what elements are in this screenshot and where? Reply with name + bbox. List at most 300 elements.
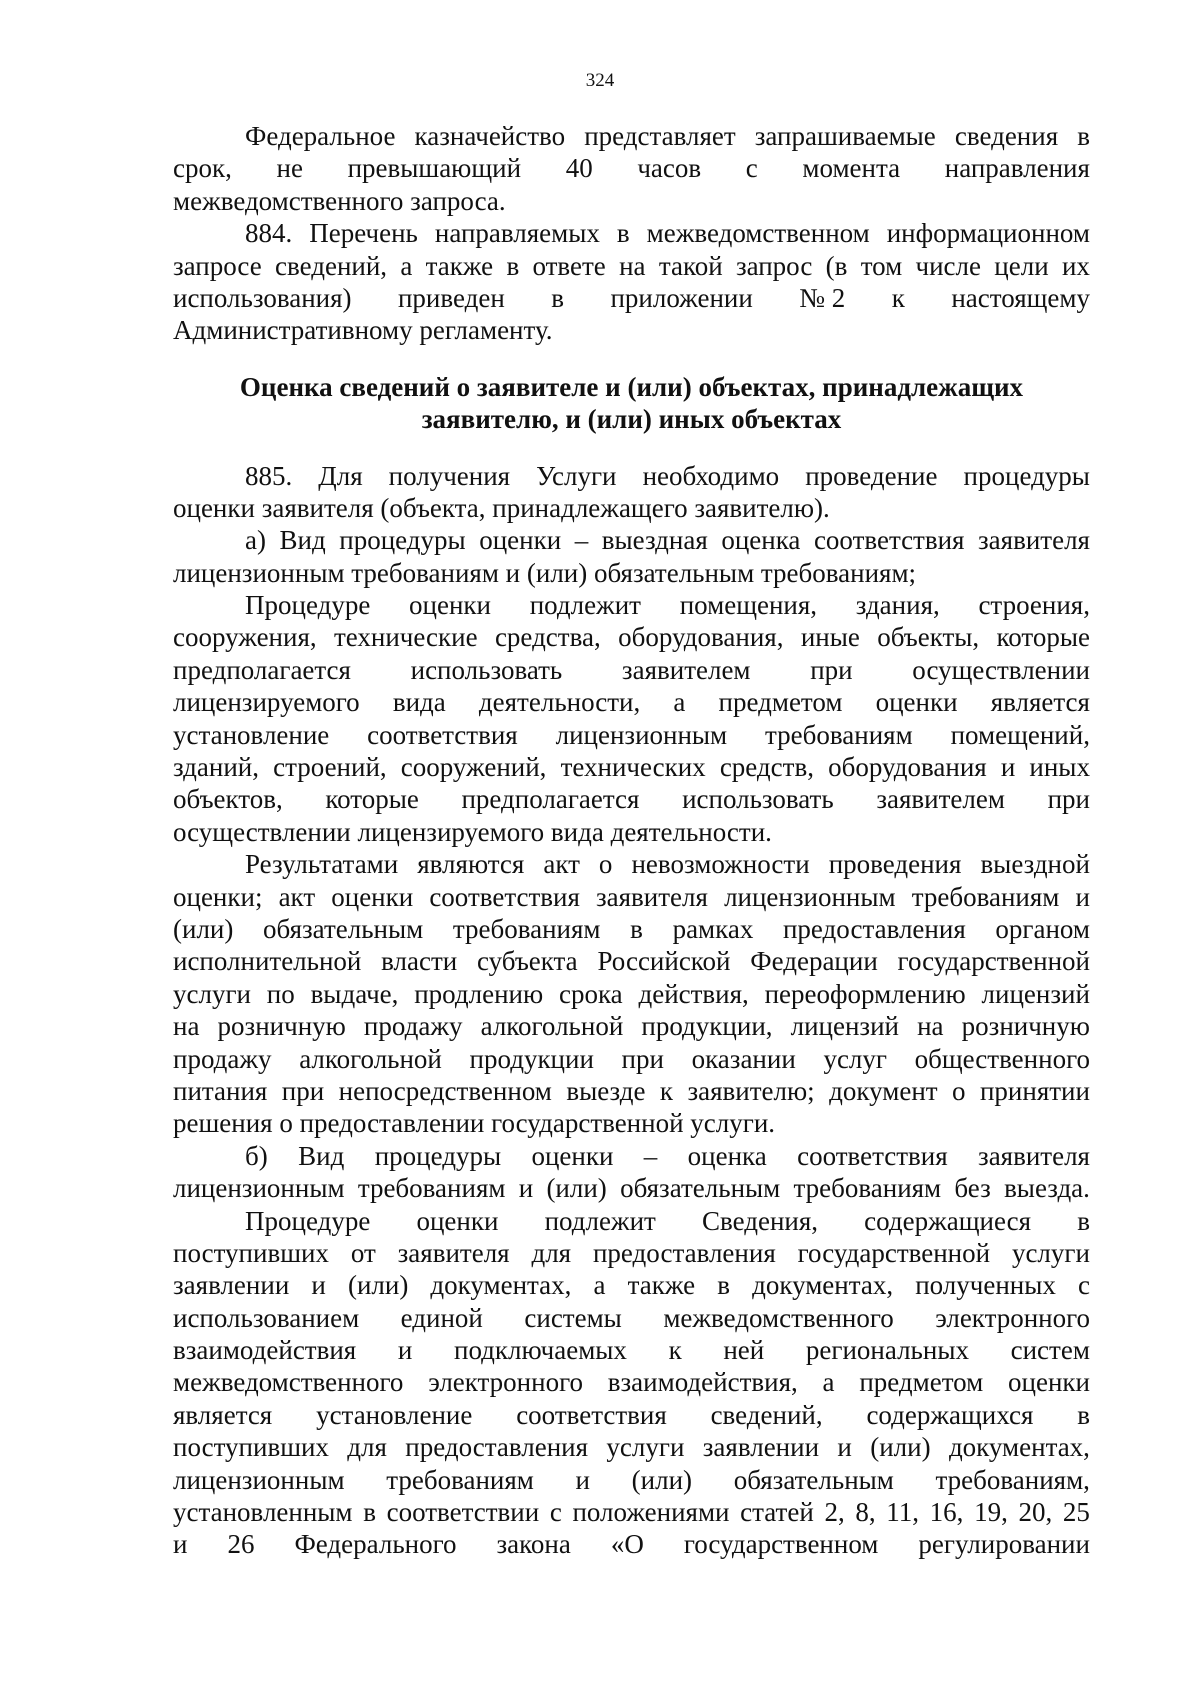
word: которые xyxy=(325,784,419,815)
word: требованиям, xyxy=(935,1464,1090,1495)
text-line xyxy=(173,686,1090,718)
word: государственном xyxy=(683,1529,879,1560)
word: при xyxy=(281,1075,325,1106)
word: продажу xyxy=(173,1043,272,1074)
word: к xyxy=(891,282,905,313)
section-heading xyxy=(173,371,1090,436)
text-line xyxy=(173,1043,1090,1075)
word: поступивших xyxy=(173,1237,329,1268)
word: и xyxy=(518,1173,534,1204)
text-line xyxy=(173,1010,1090,1042)
word: при xyxy=(810,654,853,685)
word: Услуги xyxy=(536,460,617,491)
word: установление xyxy=(173,719,330,750)
word: является xyxy=(173,1399,273,1430)
word: числе xyxy=(915,250,981,281)
word: обязательным xyxy=(263,913,424,944)
word: продукции xyxy=(469,1043,594,1074)
word: направляемых xyxy=(434,218,600,249)
word: сведений, xyxy=(275,250,388,281)
text-line xyxy=(173,557,1090,589)
word: срок, xyxy=(173,153,232,184)
word: здания, xyxy=(855,590,940,621)
word: 11, xyxy=(886,1497,919,1528)
text-line xyxy=(173,1431,1090,1463)
word: к xyxy=(659,1075,674,1106)
word: запросе xyxy=(173,250,262,281)
word: использованием xyxy=(173,1302,360,1333)
word: в xyxy=(1077,1205,1090,1236)
word: (или) xyxy=(546,1173,607,1204)
text-line xyxy=(173,1334,1090,1366)
word: б) xyxy=(245,1140,268,1171)
word: с xyxy=(549,1497,562,1528)
word: предметом xyxy=(718,687,843,718)
word: лицензируемого xyxy=(173,687,360,718)
word: иных xyxy=(1029,752,1090,783)
text-line xyxy=(173,783,1090,815)
word: в xyxy=(1077,1399,1090,1430)
text-line xyxy=(173,621,1090,653)
word: проведения xyxy=(828,849,962,880)
word: настоящему xyxy=(951,282,1090,313)
word: запрос xyxy=(735,250,813,281)
word: оценки xyxy=(531,1140,614,1171)
word: соответствия xyxy=(813,525,965,556)
word: заявителя xyxy=(595,881,708,912)
word: запрашиваемые xyxy=(754,121,936,151)
word: действия, xyxy=(638,978,749,1009)
word: иные xyxy=(800,622,860,653)
text-line xyxy=(173,460,1090,492)
word: и xyxy=(1000,752,1016,783)
word: оценки xyxy=(479,525,562,556)
text-line xyxy=(173,1528,1090,1560)
word: ответе xyxy=(532,250,606,281)
word: заявлении xyxy=(173,1270,290,1301)
word: средства, xyxy=(494,622,601,653)
word: зданий, xyxy=(173,752,259,783)
word: Вид xyxy=(298,1140,345,1171)
word: а xyxy=(673,687,686,718)
word: заявителя xyxy=(978,525,1090,556)
word: – xyxy=(574,525,589,556)
word: лицензионным xyxy=(724,881,896,912)
word: систем xyxy=(1010,1335,1090,1366)
word: соответствия xyxy=(429,881,580,912)
word: часов xyxy=(637,153,702,184)
word: требованиям xyxy=(911,881,1060,912)
word: содержащиеся xyxy=(864,1205,1032,1236)
word: акт xyxy=(278,881,316,912)
word: срока xyxy=(558,978,623,1009)
word: предполагается xyxy=(461,784,640,815)
word: розничную xyxy=(217,1011,346,1042)
word: лицензионным xyxy=(173,1173,345,1204)
word: предполагается xyxy=(173,654,351,685)
word: документах, xyxy=(752,1270,894,1301)
word: по xyxy=(266,978,295,1009)
word: предоставления xyxy=(592,1237,776,1268)
word: документ xyxy=(829,1075,938,1106)
word: взаимодействия, xyxy=(607,1367,798,1398)
word: оценки xyxy=(409,590,491,621)
word: межведомственном xyxy=(646,218,870,249)
text-line xyxy=(173,524,1090,556)
word: оценка xyxy=(721,525,801,556)
word: информационном xyxy=(886,218,1090,249)
text-line xyxy=(173,217,1090,249)
word: приведен xyxy=(397,282,505,313)
word: к xyxy=(668,1335,682,1366)
word: предметом xyxy=(859,1367,984,1398)
word: технические xyxy=(333,622,478,653)
word: Сведения, xyxy=(702,1205,819,1236)
word: документах, xyxy=(430,1270,572,1301)
word: установленным xyxy=(173,1497,353,1528)
word: сведений, xyxy=(710,1399,823,1430)
word: и xyxy=(397,1335,413,1366)
word: продукции, xyxy=(641,1011,773,1042)
word: подлежит xyxy=(544,1205,656,1236)
text-line xyxy=(173,1464,1090,1496)
word: региональных xyxy=(805,1335,969,1366)
text-line xyxy=(173,1205,1090,1237)
text-line xyxy=(173,654,1090,686)
word: Перечень xyxy=(309,218,418,249)
text-line xyxy=(173,185,1090,217)
text-line xyxy=(173,945,1090,977)
word: переоформлению xyxy=(764,978,966,1009)
paragraphs-after-heading xyxy=(173,460,1090,1561)
word: объектов, xyxy=(173,784,283,815)
text-line xyxy=(173,1107,1090,1139)
text-line xyxy=(173,589,1090,621)
word: (или) xyxy=(347,1270,409,1301)
page-number: 324 xyxy=(585,70,615,91)
word: невозможности xyxy=(631,849,810,880)
word: 40 xyxy=(565,153,593,184)
word: казначейство xyxy=(414,121,566,151)
word: о xyxy=(598,849,613,880)
word: средств, xyxy=(719,752,814,783)
word: 19, xyxy=(974,1497,1008,1528)
word: межведомственного xyxy=(663,1302,894,1333)
word: момента xyxy=(802,153,901,184)
text-line xyxy=(173,1075,1090,1107)
word: оценки; xyxy=(173,881,263,912)
word: а xyxy=(593,1270,606,1301)
word: власти xyxy=(381,946,458,977)
word: Федеральное xyxy=(245,121,396,151)
text-line xyxy=(173,848,1090,880)
word: является xyxy=(990,687,1090,718)
word: с xyxy=(1078,1270,1090,1301)
line-text: решения о предоставлении государственной услуги. xyxy=(173,1108,776,1139)
word: Процедуре xyxy=(245,1205,371,1236)
word: документах, xyxy=(948,1432,1090,1463)
word: 2, xyxy=(824,1497,845,1528)
text-line xyxy=(173,152,1090,184)
word: выездная xyxy=(601,525,708,556)
text-line xyxy=(173,719,1090,751)
text-line xyxy=(173,751,1090,783)
word: рамках xyxy=(672,913,754,944)
word: технических xyxy=(560,752,706,783)
text-line xyxy=(173,492,1090,524)
word: оборудования, xyxy=(618,622,784,653)
word: заявителя xyxy=(397,1237,510,1268)
word: не xyxy=(276,153,303,184)
word: соответствия xyxy=(516,1399,667,1430)
word: от xyxy=(350,1237,376,1268)
word: в xyxy=(717,1270,730,1301)
word: оборудования xyxy=(828,752,987,783)
word: «О xyxy=(610,1529,644,1560)
word: а xyxy=(822,1367,835,1398)
word: требованиям xyxy=(357,1173,506,1204)
word: деятельности, xyxy=(478,687,641,718)
word: на xyxy=(619,250,646,281)
word: непосредственном xyxy=(338,1075,552,1106)
word: продажу xyxy=(363,1011,463,1042)
word: в xyxy=(551,282,564,313)
word: установление xyxy=(316,1399,473,1430)
word: необходимо xyxy=(642,460,780,491)
word: системы xyxy=(524,1302,622,1333)
word: приложении xyxy=(610,282,753,313)
word: их xyxy=(1061,250,1090,281)
text-line xyxy=(173,1366,1090,1398)
word: (или) xyxy=(631,1464,693,1495)
word: 20, xyxy=(1018,1497,1053,1528)
text-line xyxy=(173,1269,1090,1301)
text-line xyxy=(173,120,1090,152)
word: в xyxy=(363,1497,376,1528)
line-text: оценки заявителя (объекта, принадлежащего заявителю). xyxy=(173,492,830,523)
word: полученных xyxy=(915,1270,1056,1301)
word: взаимодействия xyxy=(173,1335,357,1366)
document-body xyxy=(173,120,1090,1561)
text-line xyxy=(173,1172,1090,1204)
word: осуществлении xyxy=(912,654,1090,685)
line-text: Административному регламенту. xyxy=(173,315,553,346)
word: 16, xyxy=(929,1497,964,1528)
word: соответствия xyxy=(797,1140,948,1171)
word: продлению xyxy=(414,978,544,1009)
word: использовать xyxy=(410,654,563,685)
word: том xyxy=(860,250,903,281)
word: на xyxy=(173,1011,200,1042)
word: государственной xyxy=(897,946,1090,977)
word: оценка xyxy=(687,1140,767,1171)
word: такой xyxy=(658,250,723,281)
word: и xyxy=(1075,881,1090,912)
word: заявителя xyxy=(978,1140,1090,1171)
word: получения xyxy=(388,460,511,491)
word: субъекта xyxy=(477,946,578,977)
word: электронного xyxy=(428,1367,583,1398)
word: алкогольной xyxy=(299,1043,442,1074)
word: помещений, xyxy=(950,719,1090,750)
word: Процедуре xyxy=(245,590,371,621)
word: сведения xyxy=(954,121,1059,151)
word: в xyxy=(630,913,643,944)
word: в xyxy=(1077,121,1090,151)
word: № 2 xyxy=(799,282,846,313)
word: оказании xyxy=(691,1043,796,1074)
word: для xyxy=(531,1237,572,1268)
word: (или) xyxy=(870,1432,931,1463)
text-line xyxy=(173,978,1090,1010)
word: регулировании xyxy=(918,1529,1090,1560)
word: для xyxy=(347,1432,387,1463)
word: при xyxy=(621,1043,664,1074)
word: (или) xyxy=(173,913,234,944)
word: использовать xyxy=(682,784,834,815)
word: общественного xyxy=(914,1043,1090,1074)
word: Федерального xyxy=(294,1529,457,1560)
word: заявителем xyxy=(876,784,1005,815)
word: услуги xyxy=(173,978,251,1009)
word: в xyxy=(506,250,520,281)
word: услуг xyxy=(823,1043,887,1074)
word: представляет xyxy=(584,121,736,151)
text-line xyxy=(173,314,1090,346)
word: акт xyxy=(543,849,580,880)
word: (в xyxy=(825,250,848,281)
word: единой xyxy=(400,1302,483,1333)
word: строений, xyxy=(273,752,387,783)
word: также xyxy=(425,250,494,281)
line-text: межведомственного запроса. xyxy=(173,185,506,216)
word: направления xyxy=(944,153,1090,184)
word: о xyxy=(952,1075,966,1106)
word: розничную xyxy=(961,1011,1090,1042)
word: алкогольной xyxy=(480,1011,624,1042)
word: строения, xyxy=(978,590,1090,621)
word: – xyxy=(643,1140,658,1171)
word: сооружения, xyxy=(173,622,317,653)
word: лицензионным xyxy=(173,1464,345,1495)
word: и xyxy=(173,1529,188,1560)
heading-line: заявителю, и (или) иных объектах xyxy=(421,404,842,435)
text-line xyxy=(173,913,1090,945)
word: исполнительной xyxy=(173,946,362,977)
word: услуги xyxy=(606,1432,685,1463)
word: закона xyxy=(496,1529,571,1560)
word: статей xyxy=(740,1497,814,1528)
word: требованиям xyxy=(386,1464,534,1495)
word: принятии xyxy=(979,1075,1090,1106)
word: без xyxy=(954,1173,991,1204)
word: превышающий xyxy=(347,153,522,184)
text-line xyxy=(173,1237,1090,1269)
word: заявителем xyxy=(621,654,751,685)
word: в xyxy=(616,218,630,249)
word: лицензий xyxy=(981,978,1090,1009)
word: также xyxy=(627,1270,696,1301)
text-line xyxy=(173,282,1090,314)
word: 26 xyxy=(227,1529,255,1560)
word: подлежит xyxy=(529,590,641,621)
word: цели xyxy=(994,250,1049,281)
word: при xyxy=(1047,784,1090,815)
text-line xyxy=(173,881,1090,913)
word: выездной xyxy=(980,849,1090,880)
word: требованиям xyxy=(765,719,913,750)
word: обязательным xyxy=(733,1464,894,1495)
word: проведение xyxy=(805,460,938,491)
text-line xyxy=(173,1302,1090,1334)
word: лицензий xyxy=(790,1011,899,1042)
word: 884. xyxy=(245,218,293,249)
word: выдаче, xyxy=(310,978,399,1009)
word: 885. xyxy=(245,460,293,491)
word: и xyxy=(311,1270,326,1301)
text-line xyxy=(173,1496,1090,1528)
word: оценки xyxy=(331,881,414,912)
word: и xyxy=(575,1464,590,1495)
word: Для xyxy=(318,460,363,491)
word: электронного xyxy=(935,1302,1090,1333)
paragraphs-before-heading xyxy=(173,120,1090,347)
word: Российской xyxy=(597,946,731,977)
line-text: осуществлении лицензируемого вида деятельности. xyxy=(173,816,772,847)
word: лицензионным xyxy=(555,719,728,750)
heading-line: Оценка сведений о заявителе и (или) объектах, принадлежащих xyxy=(239,371,1024,402)
word: ней xyxy=(723,1335,765,1366)
word: государственной xyxy=(797,1237,991,1268)
word: и xyxy=(837,1432,852,1463)
word: а) xyxy=(245,525,266,556)
word: соответствия xyxy=(367,719,518,750)
word: использования) xyxy=(173,282,352,313)
word: которые xyxy=(996,622,1090,653)
word: оценки xyxy=(875,687,958,718)
word: поступивших xyxy=(173,1432,329,1463)
word: соответствии xyxy=(386,1497,540,1528)
text-line xyxy=(173,250,1090,282)
word: питания xyxy=(173,1075,268,1106)
word: выезда. xyxy=(1004,1173,1090,1204)
word: межведомственного xyxy=(173,1367,404,1398)
word: помещения, xyxy=(679,590,818,621)
word: с xyxy=(745,153,758,184)
word: содержащихся xyxy=(866,1399,1034,1430)
word: Вид xyxy=(279,525,326,556)
word: требованиям xyxy=(452,913,601,944)
word: предоставления xyxy=(405,1432,589,1463)
word: 25 xyxy=(1062,1497,1090,1528)
word: органом xyxy=(995,913,1090,944)
line-text: лицензионным требованиям и (или) обязательным требованиям; xyxy=(173,557,917,588)
word: оценки xyxy=(1008,1367,1090,1398)
text-line xyxy=(173,816,1090,848)
word: заявлении xyxy=(702,1432,820,1463)
word: требованиям xyxy=(793,1173,942,1204)
word: предоставления xyxy=(782,913,966,944)
word: 8, xyxy=(855,1497,876,1528)
word: оценки xyxy=(416,1205,499,1236)
word: являются xyxy=(417,849,525,880)
word: Результатами xyxy=(245,849,399,880)
word: Федерации xyxy=(750,946,878,977)
word: а xyxy=(400,250,413,281)
word: процедуры xyxy=(374,1140,502,1171)
word: процедуры xyxy=(963,460,1090,491)
word: выезде xyxy=(566,1075,646,1106)
